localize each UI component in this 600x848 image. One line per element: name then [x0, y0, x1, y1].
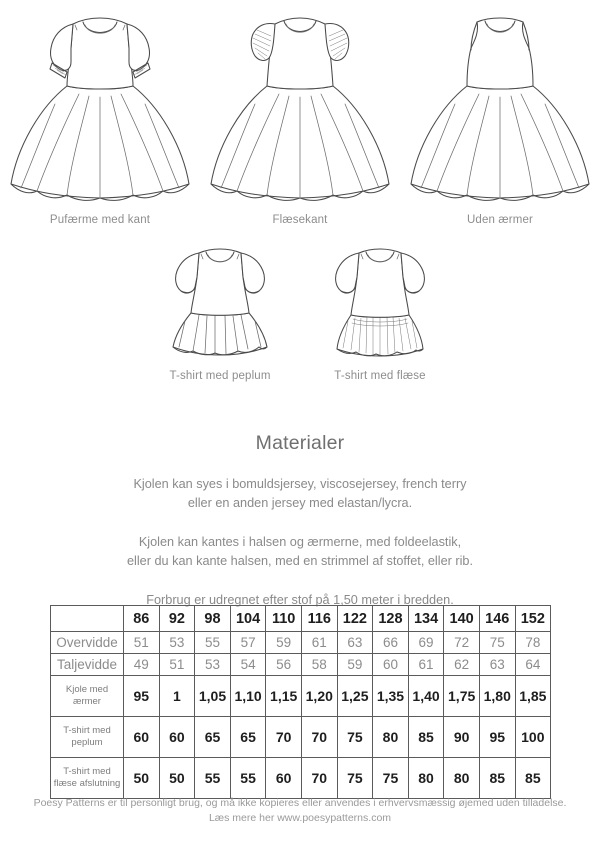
table-cell: 50 — [124, 758, 160, 799]
table-size-header: 116 — [301, 606, 337, 632]
table-cell: 1,20 — [301, 676, 337, 717]
table-cell: 1,10 — [230, 676, 266, 717]
figure-tshirt-peplum — [140, 243, 300, 382]
table-cell: 85 — [408, 717, 444, 758]
table-cell: 55 — [195, 758, 231, 799]
table-cell: 64 — [515, 654, 551, 676]
table-cell: 85 — [515, 758, 551, 799]
footer-line: Poesy Patterns er til personligt brug, og må ikke kopieres eller anvendes i erhvervsmæssig øjemed uden tilladelse. — [33, 797, 567, 809]
table-corner-cell — [51, 606, 124, 632]
table-cell: 65 — [195, 717, 231, 758]
table-cell: 75 — [373, 758, 409, 799]
table-row-label-line: Overvidde — [56, 635, 118, 650]
table-cell: 54 — [230, 654, 266, 676]
table-cell: 1,40 — [408, 676, 444, 717]
table-size-header: 98 — [195, 606, 231, 632]
table-row-label-line: Taljevidde — [56, 657, 118, 672]
figure-caption: T-shirt med flæse — [334, 370, 426, 382]
table-cell: 62 — [444, 654, 480, 676]
table-cell: 70 — [301, 758, 337, 799]
table-row-label-line: peplum — [71, 737, 103, 748]
table-cell: 1,85 — [515, 676, 551, 717]
table-cell: 63 — [337, 632, 373, 654]
materials-line: Kjolen kan syes i bomuldsjersey, viscosejersey, french terry — [133, 477, 467, 491]
table-cell: 75 — [337, 717, 373, 758]
materials-section — [0, 432, 600, 610]
footer-line: Læs mere her www.poesypatterns.com — [208, 812, 392, 824]
table-size-header: 140 — [444, 606, 480, 632]
table-cell: 72 — [444, 632, 480, 654]
table-cell: 1,05 — [195, 676, 231, 717]
dress-sleeveless-icon — [405, 8, 595, 208]
table-cell: 53 — [195, 654, 231, 676]
table-header-row — [51, 606, 551, 632]
table-cell: 56 — [266, 654, 302, 676]
table-cell: 55 — [195, 632, 231, 654]
table-size-header: 122 — [337, 606, 373, 632]
table-row — [51, 654, 551, 676]
table-row-label — [51, 758, 124, 799]
figure-dress-puff-sleeve — [0, 8, 200, 226]
table-size-header: 128 — [373, 606, 409, 632]
materials-paragraph-2 — [0, 533, 600, 571]
table-row-label-line: flæse afslutning — [53, 778, 121, 789]
table-row — [51, 632, 551, 654]
table-cell: 51 — [124, 632, 160, 654]
table-cell: 50 — [159, 758, 195, 799]
table-cell: 51 — [159, 654, 195, 676]
table-cell: 90 — [444, 717, 480, 758]
materials-line: eller en anden jersey med elastan/lycra. — [187, 496, 413, 510]
dress-illustration-row — [0, 8, 600, 226]
table-size-header: 110 — [266, 606, 302, 632]
table-row-label — [51, 654, 124, 676]
dress-puff-sleeve-icon — [5, 8, 195, 208]
table-row-label-line: ærmer — [73, 696, 101, 707]
table-cell: 69 — [408, 632, 444, 654]
table-cell: 1,35 — [373, 676, 409, 717]
materials-line: eller du kan kante halsen, med en strimmel af stoffet, eller rib. — [126, 554, 474, 568]
table-cell: 1,15 — [266, 676, 302, 717]
table-cell: 70 — [266, 717, 302, 758]
footer-copyright — [0, 796, 600, 826]
materials-paragraph-1 — [0, 475, 600, 513]
table-cell: 61 — [301, 632, 337, 654]
table-size-header: 92 — [159, 606, 195, 632]
table-cell: 1,80 — [479, 676, 515, 717]
table-cell: 75 — [479, 632, 515, 654]
table-cell: 65 — [230, 717, 266, 758]
table-cell: 80 — [373, 717, 409, 758]
table-cell: 60 — [124, 717, 160, 758]
table-row-label — [51, 717, 124, 758]
table-row — [51, 676, 551, 717]
table-size-header: 146 — [479, 606, 515, 632]
tshirt-illustration-row — [0, 250, 600, 382]
dress-flutter-sleeve-icon — [205, 8, 395, 208]
table-row-label-line: T-shirt med — [63, 766, 111, 777]
table-cell: 59 — [337, 654, 373, 676]
figure-tshirt-ruffle — [300, 243, 460, 382]
table-cell: 66 — [373, 632, 409, 654]
table-cell: 61 — [408, 654, 444, 676]
materials-line: Forbrug er udregnet efter stof på 1,50 meter i bredden. — [146, 593, 454, 607]
table-row-label-line: Kjole med — [65, 684, 109, 695]
materials-title: Materialer — [255, 432, 345, 454]
table-cell: 95 — [479, 717, 515, 758]
table-cell: 58 — [301, 654, 337, 676]
tshirt-peplum-icon — [155, 243, 285, 363]
figure-caption: Flæsekant — [272, 214, 328, 226]
table-row-label-line: T-shirt med — [63, 725, 111, 736]
table-cell: 55 — [230, 758, 266, 799]
table-cell: 1 — [159, 676, 195, 717]
table-cell: 1,75 — [444, 676, 480, 717]
table-cell: 60 — [373, 654, 409, 676]
tshirt-ruffle-icon — [315, 243, 445, 363]
table-cell: 75 — [337, 758, 373, 799]
table-cell: 85 — [479, 758, 515, 799]
figure-dress-sleeveless — [400, 8, 600, 226]
table-cell: 53 — [159, 632, 195, 654]
table-cell: 80 — [408, 758, 444, 799]
figure-caption: Pufærme med kant — [49, 214, 151, 226]
table-cell: 78 — [515, 632, 551, 654]
table-cell: 60 — [266, 758, 302, 799]
table-cell: 59 — [266, 632, 302, 654]
table-cell: 70 — [301, 717, 337, 758]
figure-caption: T-shirt med peplum — [169, 370, 271, 382]
table-size-header: 86 — [124, 606, 160, 632]
table-cell: 95 — [124, 676, 160, 717]
table-cell: 1,25 — [337, 676, 373, 717]
table-cell: 49 — [124, 654, 160, 676]
table-cell: 60 — [159, 717, 195, 758]
table-cell: 100 — [515, 717, 551, 758]
table-size-header: 134 — [408, 606, 444, 632]
fabric-consumption-table — [50, 605, 551, 799]
table-size-header: 152 — [515, 606, 551, 632]
table-row-label — [51, 632, 124, 654]
table-cell: 80 — [444, 758, 480, 799]
figure-dress-flutter-sleeve — [200, 8, 400, 226]
table-row — [51, 717, 551, 758]
figure-caption: Uden ærmer — [466, 214, 534, 226]
table-row-label — [51, 676, 124, 717]
table-cell: 57 — [230, 632, 266, 654]
table-size-header: 104 — [230, 606, 266, 632]
table-row — [51, 758, 551, 799]
materials-line: Kjolen kan kantes i halsen og ærmerne, med foldeelastik, — [138, 535, 462, 549]
table-cell: 63 — [479, 654, 515, 676]
table-body — [51, 606, 551, 799]
